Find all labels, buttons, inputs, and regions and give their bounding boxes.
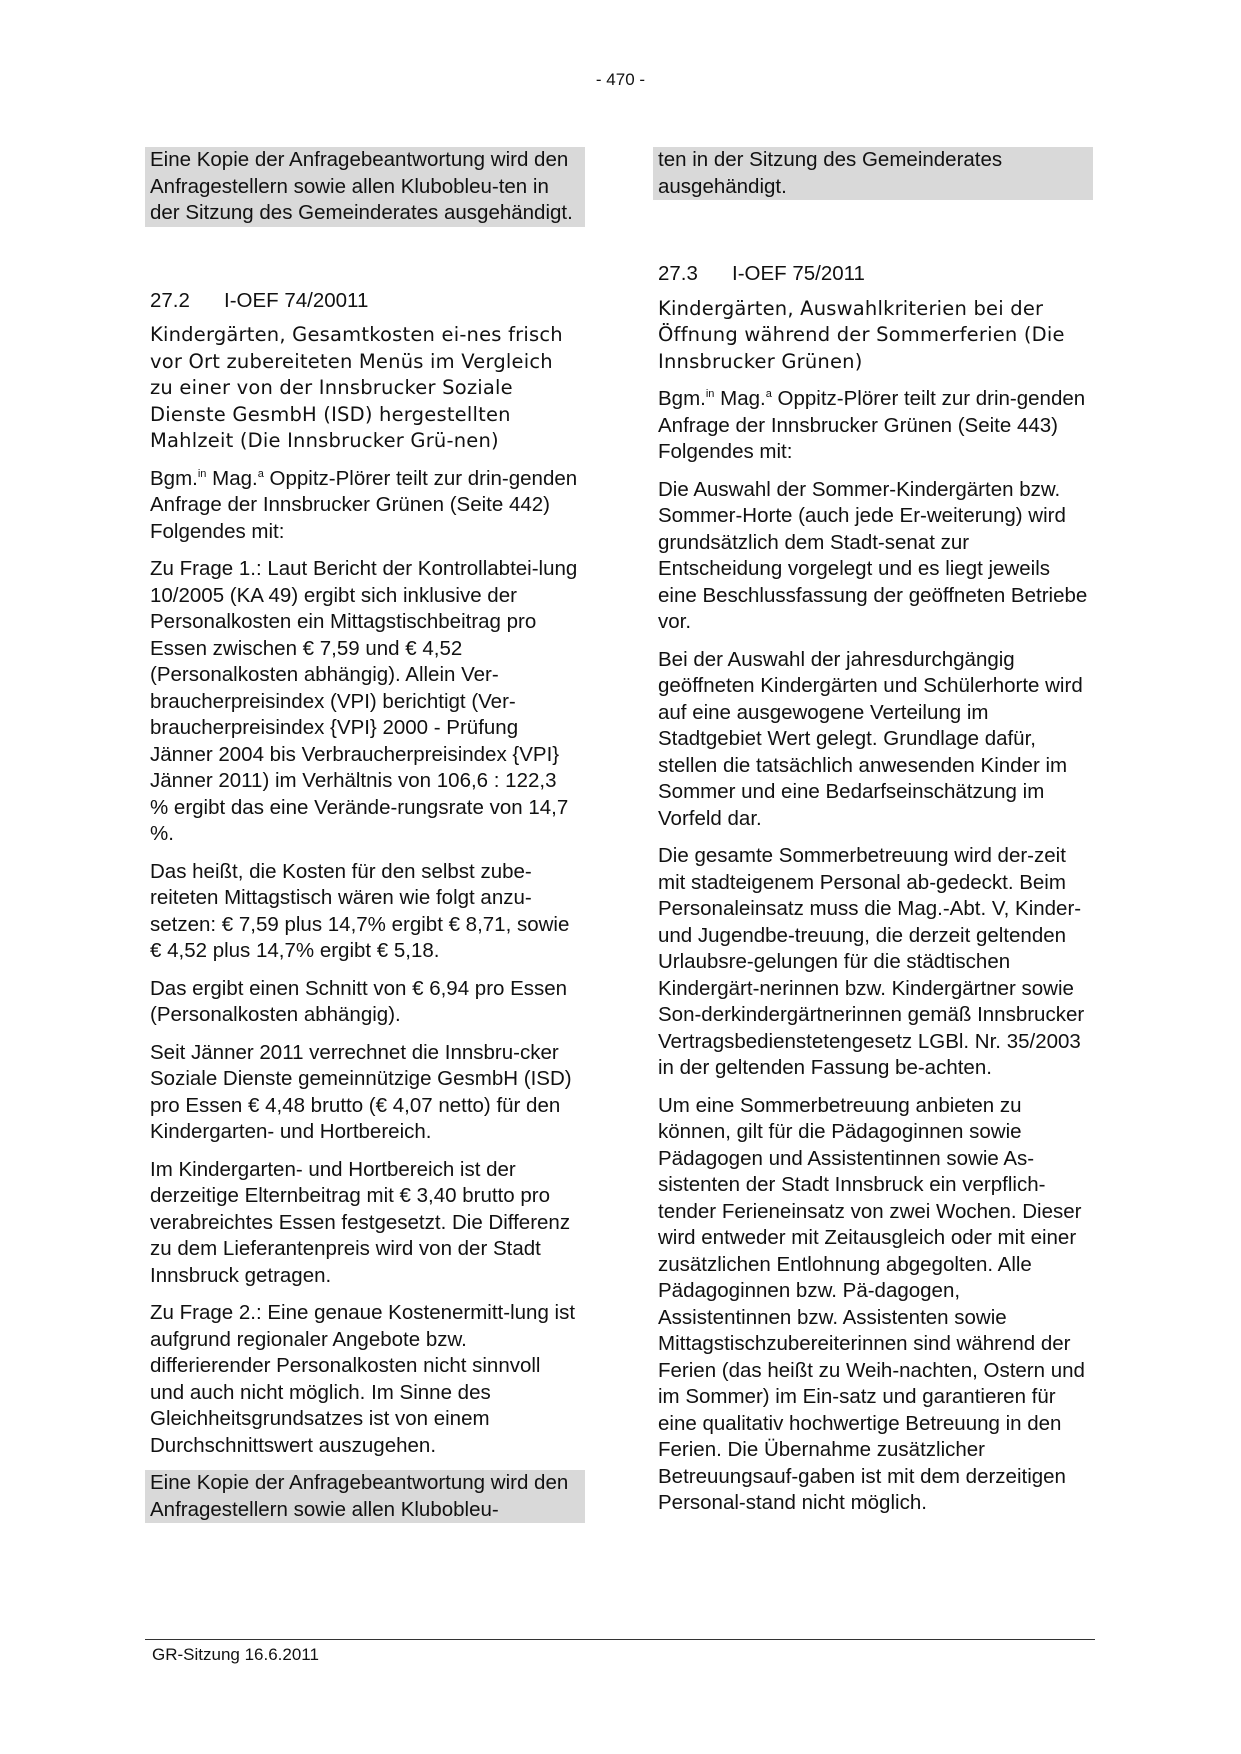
intro-rest: Oppitz-Plörer teilt zur drin-genden Anfrage der Innsbrucker Grünen (Seite 443) Folgendes mit: <box>658 387 1086 463</box>
intro-mag: Mag. <box>714 387 766 410</box>
item-heading-27-3 <box>653 261 1093 288</box>
item-heading-27-2 <box>145 288 585 315</box>
intro-paragraph <box>145 466 585 546</box>
intro-mag: Mag. <box>206 466 258 490</box>
paragraph: Bei der Auswahl der jahresdurchgängig geöffneten Kindergärten und Schülerhorte wird auf eine ausgewogene Verteilung im Stadtgebiet Wert gelegt. Grundlage dafür, stellen die tatsächlich anwesenden Kinder im Sommer und eine Bedarfseinschätzung im Vorfeld dar. <box>658 647 1083 830</box>
intro-sup-in: in <box>705 388 715 401</box>
paragraph: Das heißt, die Kosten für den selbst zube-reiteten Mittagstisch wären wie folgt anzu-setzen: € 7,59 plus 14,7% ergibt € 8,71, sowie € 4,52 plus 14,7% ergibt € 5,18. <box>150 859 570 962</box>
footer-text: GR-Sitzung 16.6.2011 <box>152 1645 319 1664</box>
copy-note-bottom: Eine Kopie der Anfragebeantwortung wird den Anfragestellern sowie allen Klubobleu- <box>145 1470 585 1523</box>
paragraph: Die Auswahl der Sommer-Kindergärten bzw. Sommer-Horte (auch jede Er-weiterung) wird grundsätzlich dem Stadt-senat zur Entscheidung vorgelegt und es liegt jeweils eine Beschlussfassung der geöffneten Betriebe vor. <box>658 477 1088 633</box>
intro-bgm: Bgm. <box>658 387 706 410</box>
page-number: - 470 - <box>595 70 646 89</box>
copy-note-top: Eine Kopie der Anfragebeantwortung wird den Anfragestellern sowie allen Klubobleu-ten in der Sitzung des Gemeinderates ausgehändigt. <box>145 147 585 227</box>
spacer <box>653 211 1093 261</box>
paragraph: Das ergibt einen Schnitt von € 6,94 pro Essen (Personalkosten abhängig). <box>150 976 568 1026</box>
item-code: I-OEF 75/2011 <box>732 262 865 285</box>
paragraph: Um eine Sommerbetreuung anbieten zu können, gilt für die Pädagoginnen sowie Pädagogen und Assistentinnen sowie As-sistenten der Stadt Innsbruck ein verpflich-tender Ferieneinsatz von zwei Wochen. Dieser wird entweder mit Zeitausgleich oder mit einer zusätzlichen Entlohnung abgegolten. Alle Pädagoginnen bzw. Pä-dagogen, Assistentinnen bzw. Assistenten sowie Mittagstischzubereiterinnen sind während der Ferien (das heißt zu Weih-nachten, Ostern und im Sommer) im Ein-satz und garantieren für eine qualitativ hochwertige Betreuung in den Ferien. Die Übernahme zusätzlicher Betreuungsauf-gaben ist mit dem derzeitigen Personal-stand nicht möglich. <box>658 1093 1085 1514</box>
item-title: Kindergärten, Gesamtkosten ei-nes frisch vor Ort zubereiteten Menüs im Vergleich zu einer von der Innsbrucker Soziale Dienste GesmbH (ISD) hergestellten Mahlzeit (Die Innsbrucker Grü-nen) <box>150 323 563 452</box>
item-number: 27.2 <box>150 288 190 312</box>
paragraph: Die gesamte Sommerbetreuung wird der-zeit mit stadteigenem Personal ab-gedeckt. Beim Personaleinsatz muss die Mag.-Abt. V, Kinder- und Jugendbe-treuung, die derzeit geltenden Urlaubsre-gelungen für die städtischen Kindergärt-nerinnen bzw. Kindergärtner sowie Son-derkindergärtnerinnen gemäß Innsbrucker Vertragsbedienstetengesetz LGBl. Nr. 35/2003 in der geltenden Fassung be-achten. <box>658 844 1085 1079</box>
right-column <box>653 147 1093 1528</box>
copy-note-continued: ten in der Sitzung des Gemeinderates ausgehändigt. <box>653 147 1093 200</box>
paragraph: Zu Frage 2.: Eine genaue Kostenermitt-lung ist aufgrund regionaler Angebote bzw. differierender Personalkosten nicht sinnvoll und auch nicht möglich. Im Sinne des Gleichheitsgrundsatzes ist von einem Durchschnittswert auszugehen. <box>150 1301 576 1457</box>
intro-sup-in: in <box>197 467 207 480</box>
intro-bgm: Bgm. <box>150 466 198 490</box>
item-title: Kindergärten, Auswahlkriterien bei der Öffnung während der Sommerferien (Die Innsbrucker Grünen) <box>658 296 1065 373</box>
paragraph: Im Kindergarten- und Hortbereich ist der derzeitige Elternbeitrag mit € 3,40 brutto pro verabreichtes Essen festgesetzt. Die Differenz zu dem Lieferantenpreis wird von der Stadt Innsbruck getragen. <box>150 1157 571 1287</box>
item-code: I-OEF 74/20011 <box>224 288 369 312</box>
intro-sup-a: a <box>765 388 772 401</box>
intro-sup-a: a <box>257 467 264 480</box>
paragraph: Seit Jänner 2011 verrechnet die Innsbru-cker Soziale Dienste gemeinnützige GesmbH (ISD) pro Essen € 4,48 brutto (€ 4,07 netto) für den Kindergarten- und Hortbereich. <box>150 1040 572 1143</box>
left-column <box>145 147 585 1534</box>
intro-rest: Oppitz-Plörer teilt zur drin-genden Anfrage der Innsbrucker Grünen (Seite 442) Folgendes mit: <box>150 466 578 543</box>
item-number: 27.3 <box>658 262 698 285</box>
paragraph: Zu Frage 1.: Laut Bericht der Kontrollabtei-lung 10/2005 (KA 49) ergibt sich inklusive der Personalkosten ein Mittagstischbeitrag pro Essen zwischen € 7,59 und € 4,52 (Personalkosten abhängig). Allein Ver-braucherpreisindex (VPI) berichtigt (Ver-braucherpreisindex {VPI} 2000 - Prüfung Jänner 2004 bis Verbraucherpreisindex {VPI} Jänner 2011) im Verhältnis von 106,6 : 122,3 % ergibt das eine Verände-rungsrate von 14,7 %. <box>150 557 578 845</box>
footer-divider <box>145 1639 1095 1640</box>
spacer <box>145 238 585 288</box>
intro-paragraph <box>653 386 1093 466</box>
